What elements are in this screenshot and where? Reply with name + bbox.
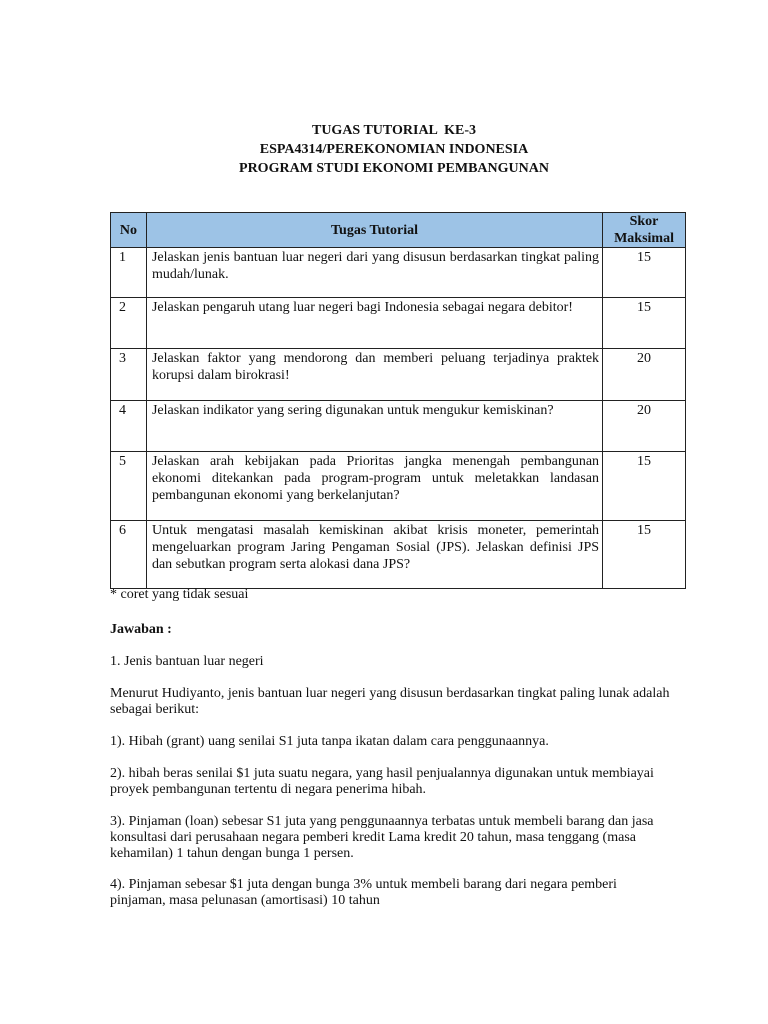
column-header-task: Tugas Tutorial [146,213,602,248]
row-score: 15 [603,452,686,521]
row-task: Jelaskan faktor yang mendorong dan memberi peluang terjadinya praktek korupsi dalam birokrasi! [146,349,602,401]
row-score: 15 [603,521,686,589]
row-task: Untuk mengatasi masalah kemiskinan akibat krisis moneter, pemerintah mengeluarkan program Jaring Pengaman Sosial (JPS). Jelaskan definisi JPS dan sebutkan program serta alokasi dana JPS? [146,521,602,589]
table-row [111,298,686,349]
row-number: 5 [111,452,147,521]
table-row [111,248,686,298]
table-row [111,349,686,401]
row-score: 15 [603,248,686,298]
row-number: 3 [111,349,147,401]
row-number: 6 [111,521,147,589]
row-task: Jelaskan jenis bantuan luar negeri dari yang disusun berdasarkan tingkat paling mudah/lunak. [146,248,602,298]
tutorial-task-table [110,212,686,589]
row-score: 15 [603,298,686,349]
answer-intro: Menurut Hudiyanto, jenis bantuan luar negeri yang disusun berdasarkan tingkat paling lunak adalah sebagai berikut: [110,686,670,717]
table-row [111,452,686,521]
column-header-no: No [111,213,147,248]
answer-point-2: 2). hibah beras senilai $1 juta suatu negara, yang hasil penjualannya digunakan untuk membiayai proyek pembangunan tertentu di negara penerima hibah. [110,766,654,797]
answer-point-4: 4). Pinjaman sebesar $1 juta dengan bunga 3% untuk membeli barang dari negara pemberi pinjaman, masa pelunasan (amortisasi) 10 tahun [110,877,617,908]
row-number: 2 [111,298,147,349]
document-heading [0,121,768,178]
row-number: 1 [111,248,147,298]
column-header-score: Skor Maksimal [603,213,686,248]
answer-point-1: 1). Hibah (grant) uang senilai S1 juta tanpa ikatan dalam cara penggunaannya. [110,734,549,749]
table-row [111,521,686,589]
row-task: Jelaskan indikator yang sering digunakan untuk mengukur kemiskinan? [146,401,602,452]
heading-line-1: TUGAS TUTORIAL KE-3 [311,123,477,138]
footnote: * coret yang tidak sesuai [110,587,249,602]
heading-line-2: ESPA4314/PEREKONOMIAN INDONESIA [259,142,529,157]
table-row [111,401,686,452]
answer-label: Jawaban : [110,622,172,637]
row-score: 20 [603,401,686,452]
row-task: Jelaskan arah kebijakan pada Prioritas jangka menengah pembangunan ekonomi ditekankan pada program-program untuk meletakkan landasan pembangunan ekonomi yang berkelanjutan? [146,452,602,521]
answer-section-title: 1. Jenis bantuan luar negeri [110,654,264,669]
row-number: 4 [111,401,147,452]
answer-point-3: 3). Pinjaman (loan) sebesar S1 juta yang penggunaannya terbatas untuk membeli barang dan jasa konsultasi dari perusahaan negara pemberi kredit Lama kredit 20 tahun, masa tenggang (masa kehamilan) 1 tahun dengan bunga 1 persen. [110,814,654,861]
row-score: 20 [603,349,686,401]
row-task: Jelaskan pengaruh utang luar negeri bagi Indonesia sebagai negara debitor! [146,298,602,349]
heading-line-3: PROGRAM STUDI EKONOMI PEMBANGUNAN [239,161,549,176]
table-header-row [111,213,686,248]
